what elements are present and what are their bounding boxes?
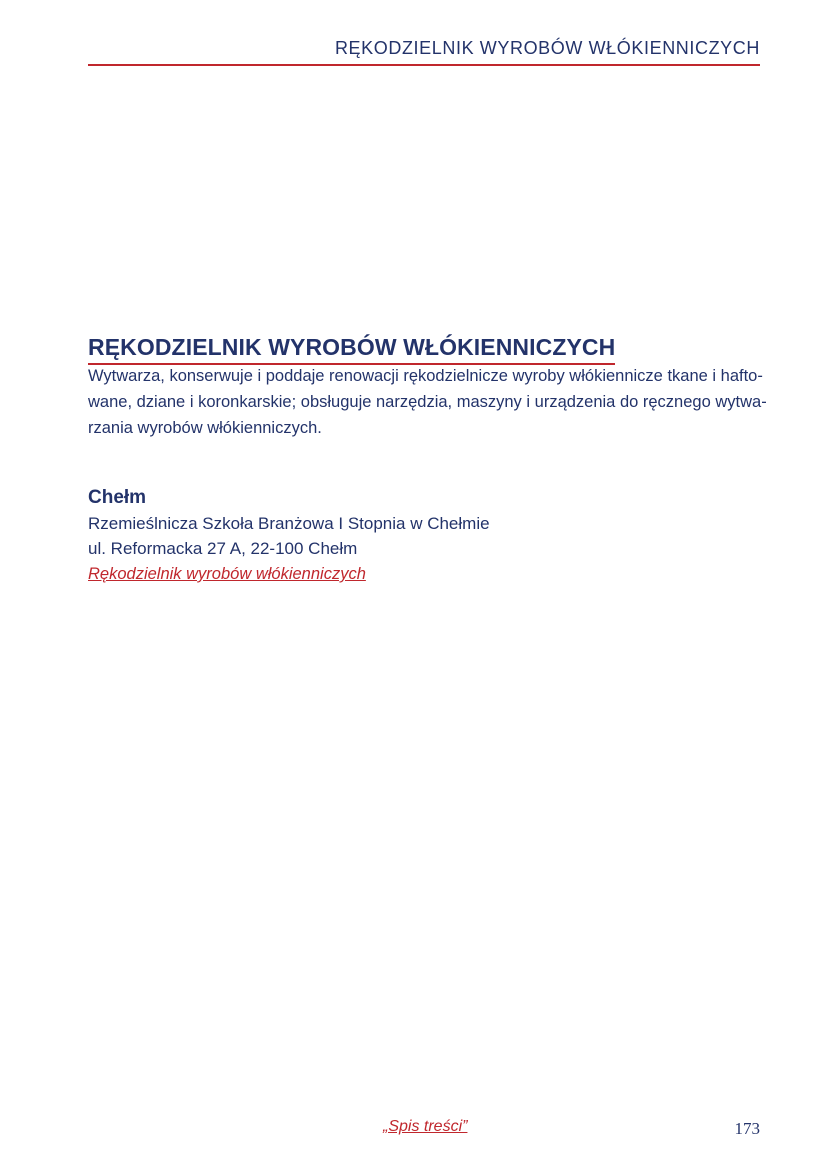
- running-header: RĘKODZIELNIK WYROBÓW WŁÓKIENNICZYCH: [334, 38, 760, 58]
- section-title: RĘKODZIELNIK WYROBÓW WŁÓKIENNICZYCH: [88, 334, 615, 365]
- profession-link[interactable]: Rękodzielnik wyrobów włókienniczych: [88, 565, 366, 583]
- header-rule: [88, 64, 760, 66]
- table-of-contents-link[interactable]: „Spis treści”: [383, 1118, 468, 1135]
- city-heading: Chełm: [88, 487, 147, 508]
- school-name: Rzemieślnicza Szkoła Branżowa I Stopnia w Chełmie: [88, 514, 490, 533]
- description-line: Wytwarza, konserwuje i poddaje renowacji rękodzielnicze wyroby włókiennicze tkane i hafto-: [88, 367, 763, 385]
- description-line: rzania wyrobów włókienniczych.: [88, 419, 322, 437]
- section-description: [88, 363, 767, 441]
- school-address: ul. Reformacka 27 A, 22-100 Chełm: [88, 539, 358, 558]
- description-line: wane, dziane i koronkarskie; obsługuje narzędzia, maszyny i urządzenia do ręcznego wytwa-: [88, 393, 767, 411]
- page-number: 173: [734, 1119, 760, 1138]
